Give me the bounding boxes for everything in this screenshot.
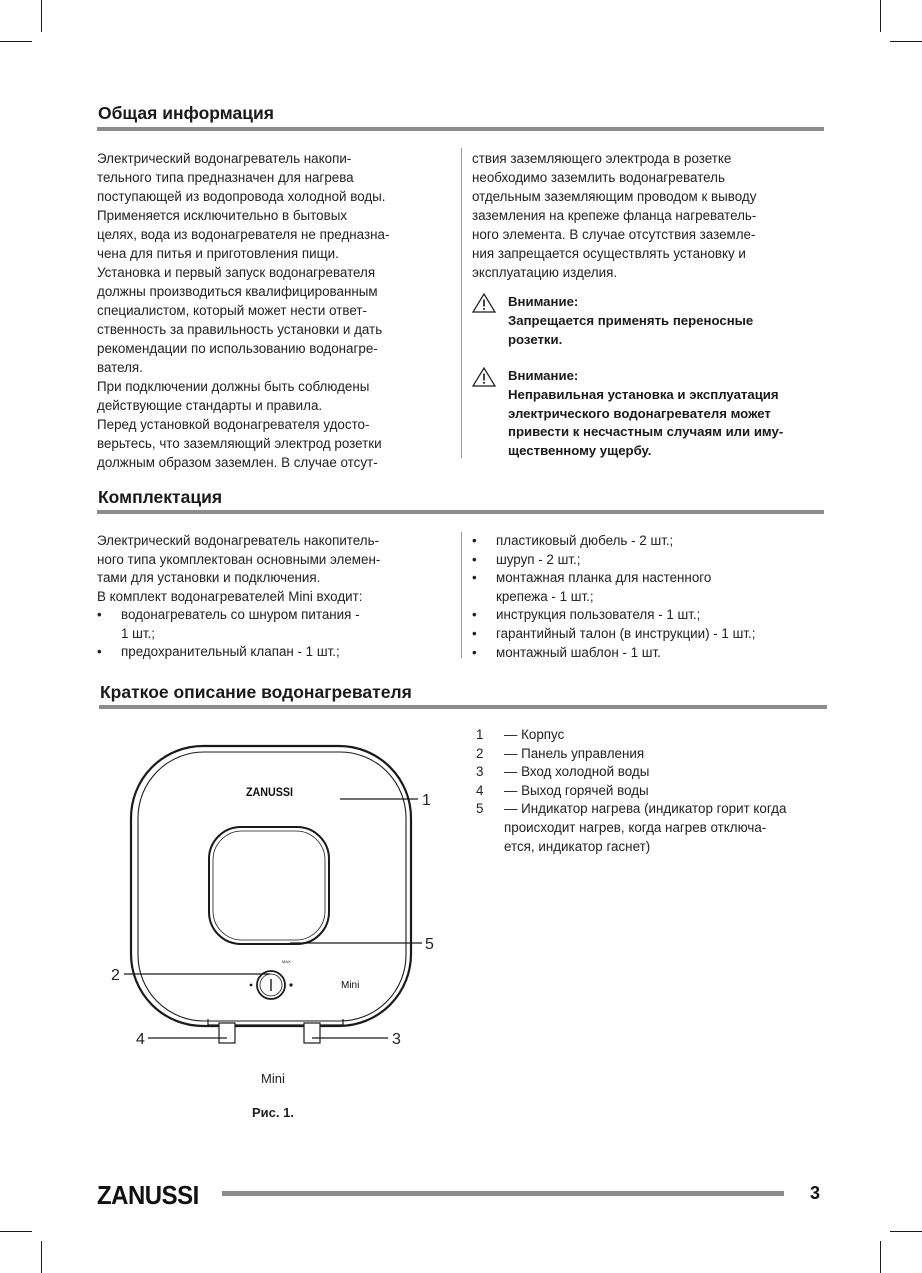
crop-mark bbox=[890, 41, 922, 42]
section-title-general: Общая информация bbox=[98, 103, 274, 123]
legend-number: 2 bbox=[476, 745, 484, 761]
hot-water-outlet bbox=[219, 1023, 235, 1043]
warning-icon bbox=[472, 367, 496, 387]
knob-mark: MAX bbox=[282, 959, 291, 964]
legend-number: 4 bbox=[476, 782, 484, 798]
page-number: 3 bbox=[810, 1183, 821, 1203]
kit-intro bbox=[97, 532, 457, 606]
section-rule bbox=[99, 705, 827, 709]
legend-item bbox=[476, 782, 836, 801]
general-left-text bbox=[97, 149, 452, 472]
crop-mark bbox=[890, 1231, 922, 1232]
list-item: • водонагреватель со шнуром питания - 1 шт.; bbox=[97, 606, 457, 643]
callout-4: 4 bbox=[136, 1031, 145, 1048]
list-item: • шуруп - 2 шт.; bbox=[472, 551, 832, 570]
brand-logo: ZANUSSI bbox=[97, 1180, 199, 1210]
list-item: • предохранительный клапан - 1 шт.; bbox=[97, 643, 457, 662]
legend-text: — Выход горячей воды bbox=[504, 782, 649, 798]
warning-text: Внимание: Неправильная установка и эксплуатация электрического водонагревателя может привести к несчастным случаям или иму- щественному ущербу. bbox=[508, 368, 784, 459]
legend-item bbox=[476, 726, 836, 745]
footer-rule bbox=[222, 1191, 784, 1196]
crop-mark bbox=[41, 1241, 42, 1273]
section-rule bbox=[97, 510, 824, 514]
legend-item bbox=[476, 763, 836, 782]
legend-number: 3 bbox=[476, 764, 484, 780]
heater-window-inner bbox=[213, 831, 325, 940]
warning-text: Внимание: Запрещается применять переносные розетки. bbox=[508, 294, 754, 347]
kit-intro-text: Электрический водонагреватель накопитель- ного типа укомплектован основными элемен- тами для установки и подключения. В комплект водонагревателей Mini входит: bbox=[97, 533, 381, 604]
heater-window bbox=[209, 827, 329, 944]
section-title-kit: Комплектация bbox=[98, 487, 223, 507]
heater-brand: ZANUSSI bbox=[246, 785, 293, 799]
heater-model-label: Mini bbox=[341, 980, 360, 991]
warning-icon bbox=[472, 293, 496, 313]
general-paragraph: Электрический водонагреватель накопи- тельного типа предназначен для нагрева поступающей из водопровода холодной воды. Применяется исключительно в бытовых целях, вода из водонагревателя не предназна- чена для питья и приготовления пищи. Установка и первый запуск водонагревателя должны производиться квалифицированным специалистом, который может нести ответ- ственность за правильность установки и дать рекомендации по использованию водонагре- вателя. При подключении должны быть соблюдены действующие стандарты и правила. Перед установкой водонагревателя удосто- верьтесь, что заземляющий электрод розетки должным образом заземлен. В случае отсут- bbox=[97, 151, 390, 470]
crop-mark bbox=[41, 0, 42, 32]
kit-list-right bbox=[472, 532, 832, 662]
crop-mark bbox=[0, 1231, 32, 1232]
list-item: • монтажная планка для настенного крепежа - 1 шт.; bbox=[472, 569, 832, 606]
model-caption: Mini bbox=[261, 1071, 285, 1086]
list-item: • монтажный шаблон - 1 шт. bbox=[472, 644, 832, 663]
section-title-description: Краткое описание водонагревателя bbox=[100, 682, 412, 702]
list-item: • инструкция пользователя - 1 шт.; bbox=[472, 606, 832, 625]
indicator-dot bbox=[250, 984, 253, 987]
callout-3: 3 bbox=[392, 1031, 401, 1048]
indicator-dot bbox=[289, 983, 292, 986]
legend-number: 1 bbox=[476, 727, 484, 742]
list-item: • пластиковый дюбель - 2 шт.; bbox=[472, 532, 832, 551]
list-item: • гарантийный талон (в инструкции) - 1 шт.; bbox=[472, 625, 832, 644]
legend-text: — Индикатор нагрева (индикатор горит когда происходит нагрев, когда нагрев отключа- ется, индикатор гаснет) bbox=[504, 801, 787, 854]
crop-mark bbox=[0, 41, 32, 42]
section-rule bbox=[97, 127, 824, 131]
crop-mark bbox=[880, 1241, 881, 1273]
crop-mark bbox=[880, 0, 881, 32]
water-heater-figure bbox=[100, 735, 450, 1055]
callout-5: 5 bbox=[425, 936, 434, 953]
callout-2: 2 bbox=[111, 967, 120, 984]
column-divider bbox=[461, 532, 462, 658]
general-paragraph: ствия заземляющего электрода в розетке необходимо заземлить водонагреватель отдельным заземляющим проводом к выводу заземления на крепеже фланца нагреватель- ного элемента. В случае отсутствия заземле- ния запрещается осуществлять установку и эксплуатацию изделия. bbox=[472, 151, 757, 280]
general-right-text bbox=[472, 149, 832, 282]
kit-list-left bbox=[97, 606, 457, 662]
legend-number: 5 bbox=[476, 801, 484, 817]
column-divider bbox=[461, 148, 462, 458]
figure-caption: Рис. 1. bbox=[252, 1105, 294, 1120]
figure-legend bbox=[476, 726, 836, 856]
legend-text: — Панель управления bbox=[504, 745, 645, 761]
legend-text: — Корпус bbox=[504, 727, 565, 742]
cold-water-inlet bbox=[304, 1023, 320, 1043]
callout-1: 1 bbox=[422, 792, 431, 809]
warning-block bbox=[472, 293, 832, 353]
warning-block bbox=[472, 367, 832, 462]
legend-item bbox=[476, 800, 836, 856]
legend-item bbox=[476, 745, 836, 764]
legend-text: — Вход холодной воды bbox=[504, 764, 650, 780]
